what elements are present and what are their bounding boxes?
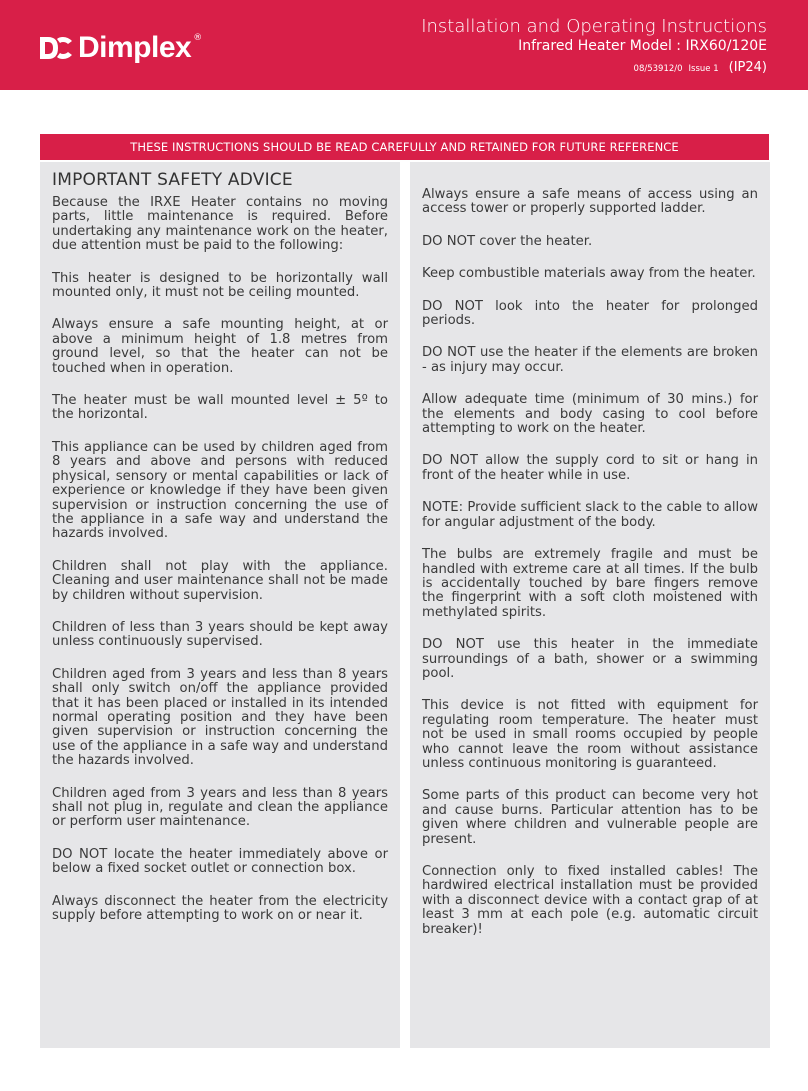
paragraph: Always disconnect the heater from the electricity supply before attempting to work on or near it. — [52, 893, 388, 924]
issue-label: Issue 1 — [688, 64, 719, 74]
doc-code: 08/53912/0 — [633, 64, 683, 74]
brand-name: Dimplex — [78, 31, 192, 64]
paragraph: DO NOT cover the heater. — [422, 233, 593, 249]
paragraph: Always ensure a safe mounting height, at or above a minimum height of 1.8 metres from ground level, so that the heater can not be touched when in operation. — [52, 317, 388, 376]
paragraph: The heater must be wall mounted level ± 5º to the horizontal. — [52, 393, 388, 423]
ip-rating: (IP24) — [728, 60, 767, 75]
right-column — [410, 162, 770, 1048]
paragraph: This device is not fitted with equipment for regulating room temperature. The heater must not be used in small rooms occupied by people who cannot leave the room without assistance unless continuous monitoring is guaranteed. — [422, 698, 758, 771]
safety-heading: IMPORTANT SAFETY ADVICE — [52, 170, 293, 190]
model-label: Infrared Heater Model : IRX60/120E — [518, 38, 767, 54]
paragraph: The bulbs are extremely fragile and must be handled with extreme care at all times. If the bulb is accidentally touched by bare fingers remove the fingerprint with a soft cloth moistened with methylated spirits. — [422, 547, 758, 620]
paragraph: Because the IRXE Heater contains no moving parts, little maintenance is required. Before undertaking any maintenance work on the heater, due attention must be paid to the following: — [52, 195, 388, 254]
paragraph: NOTE: Provide sufficient slack to the cable to allow for angular adjustment of the body. — [422, 500, 758, 530]
paragraph: This appliance can be used by children aged from 8 years and above and persons with reduced physical, sensory or mental capabilities or lack of experience or knowledge if they have been given supervision or instruction concerning the use of the appliance in a safe way and understand the hazards involved. — [52, 439, 388, 542]
paragraph: Keep combustible materials away from the heater. — [422, 266, 756, 282]
paragraph: DO NOT allow the supply cord to sit or hang in front of the heater while in use. — [422, 453, 758, 483]
left-column — [40, 162, 400, 1048]
paragraph: Children aged from 3 years and less than 8 years shall not plug in, regulate and clean the appliance or perform user maintenance. — [52, 785, 388, 830]
registered-mark: ® — [193, 33, 203, 43]
paragraph: Always ensure a safe means of access using an access tower or properly supported ladder. — [422, 187, 758, 217]
paragraph: Children aged from 3 years and less than 8 years shall only switch on/off the appliance provided that it has been placed or installed in its intended normal operating position and they have been given supervision or instruction concerning the use of the appliance in a safe way and understand the hazards involved. — [52, 666, 388, 769]
paragraph: Children shall not play with the appliance. Cleaning and user maintenance shall not be made by children without supervision. — [52, 558, 388, 603]
paragraph: Children of less than 3 years should be kept away unless continuously supervised. — [52, 619, 388, 650]
paragraph: DO NOT look into the heater for prolonged periods. — [422, 298, 758, 329]
read-carefully-banner: THESE INSTRUCTIONS SHOULD BE READ CAREFULLY AND RETAINED FOR FUTURE REFERENCE — [40, 134, 769, 160]
paragraph: Allow adequate time (minimum of 30 mins.) for the elements and body casing to cool before attempting to work on the heater. — [422, 392, 758, 437]
paragraph: Some parts of this product can become very hot and cause burns. Particular attention has to be given where children and vulnerable people are present. — [422, 788, 758, 847]
dimplex-logo — [38, 28, 202, 68]
document-code-row — [634, 60, 767, 75]
paragraph: This heater is designed to be horizontally wall mounted only, it must not be ceiling mounted. — [52, 270, 388, 301]
paragraph: DO NOT use the heater if the elements are broken - as injury may occur. — [422, 345, 758, 375]
paragraph: DO NOT locate the heater immediately above or below a fixed socket outlet or connection box. — [52, 846, 388, 877]
document-title: Installation and Operating Instructions — [421, 16, 767, 37]
paragraph: Connection only to fixed installed cables! The hardwired electrical installation must be provided with a disconnect device with a contact grap of at least 3 mm at each pole (e.g. automatic circuit breaker)! — [422, 864, 758, 937]
paragraph: DO NOT use this heater in the immediate surroundings of a bath, shower or a swimming pool. — [422, 637, 758, 681]
dimplex-logo-icon — [38, 35, 74, 61]
header-bar — [0, 0, 808, 90]
